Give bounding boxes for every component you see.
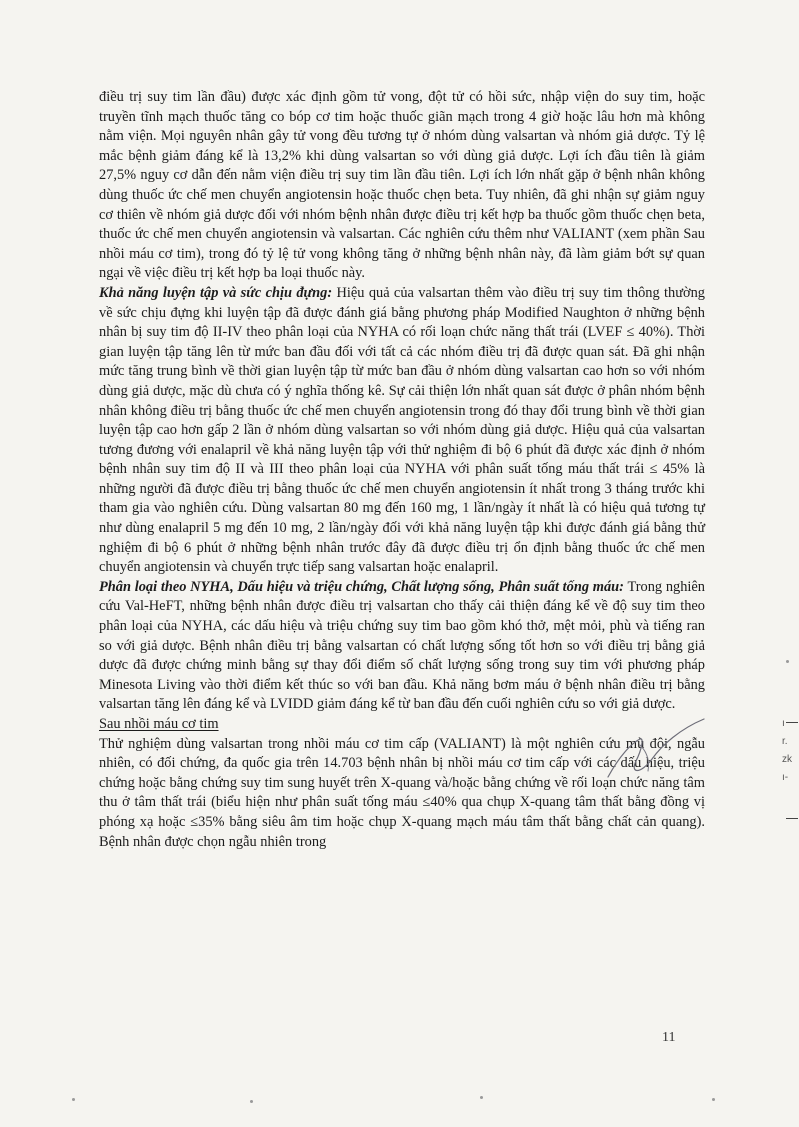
text-exercise-tolerance: Hiệu quả của valsartan thêm vào điều trị suy tim thông thường về sức chịu đựng khi luyện tập đã được đánh giá bằng phương pháp Modified Naughton ở những bệnh nhân bị suy tim độ II-IV theo phân loại của NYHA có rối loạn chức năng thất trái (LVEF ≤ 40%). Thời gian luyện tập tăng lên từ mức ban đầu đối với tất cả các nhóm điều trị đã được quan sát. Đã ghi nhận mức tăng trung bình về thời gian luyện tập từ mức ban đầu ở nhóm dùng valsartan cao hơn so với nhóm dùng giả dược, mặc dù chưa có ý nghĩa thống kê. Sự cải thiện lớn nhất quan sát được ở phân nhóm bệnh nhân không điều trị bằng thuốc ức chế men chuyển angiotensin trong đó thay đổi trung bình về thời gian luyện tập cao hơn gấp 2 lần ở nhóm dùng valsartan so với nhóm dùng giả dược. Hiệu quả của valsartan tương đương với enalapril về khả năng luyện tập với thử nghiệm đi bộ 6 phút đã được xác định ở nhóm bệnh nhân suy tim độ II và III theo phân loại của NYHA với phân suất tống máu thất trái ≤ 45% là những người đã được điều trị bằng thuốc ức chế men chuyển angiotensin ít nhất trong 3 tháng trước khi tham gia vào nghiên cứu. Dùng valsartan 80 mg đến 160 mg, 1 lần/ngày ít nhất là có hiệu quả tương tự như dùng enalapril 5 mg đến 10 mg, 2 lần/ngày đối với khả năng luyện tập khi được đánh giá bằng thử nghiệm đi bộ 6 phút ở những bệnh nhân trước đây đã được điều trị ổn định bằng thuốc ức chế men chuyển angiotensin và chuyển trực tiếp sang valsartan hoặc enalapril. [99,284,705,576]
paragraph-nyha-classification [99,578,705,715]
margin-mark: zk [782,754,792,765]
scan-speck [712,1098,715,1101]
paragraph-heart-failure-outcomes: điều trị suy tim lần đầu) được xác định gồm tử vong, đột tử có hồi sức, nhập viện do suy tim, hoặc truyền tĩnh mạch thuốc tăng co bóp cơ tim hoặc thuốc giãn mạch trong 4 giờ hoặc lâu hơn mà không nằm viện. Mọi nguyên nhân gây tử vong đều tương tự ở nhóm dùng valsartan và nhóm giả dược. Tỷ lệ mắc bệnh giảm đáng kể là 13,2% khi dùng valsartan so với dùng giả dược. Lợi ích đầu tiên là giảm 27,5% nguy cơ dẫn đến nằm viện điều trị suy tim lần đầu tiên. Lợi ích lớn nhất gặp ở bệnh nhân không dùng thuốc ức chế men chuyển angiotensin hoặc thuốc chẹn beta. Tuy nhiên, đã ghi nhận sự giảm nguy cơ thiên về nhóm giả dược đối với nhóm bệnh nhân được điều trị kết hợp ba thuốc gồm thuốc chẹn beta, thuốc ức chế men chuyển angiotensin và valsartan. Các nghiên cứu thêm như VALIANT (xem phần Sau nhồi máu cơ tim), trong đó tỷ lệ tử vong không tăng ở những bệnh nhân này, đã làm giảm bớt sự quan ngại về việc điều trị kết hợp ba loại thuốc này. [99,89,705,282]
paragraph-valiant-trial: Thử nghiệm dùng valsartan trong nhồi máu cơ tim cấp (VALIANT) là một nghiên cứu mù đôi, ngẫu nhiên, có đối chứng, đa quốc gia trên 14.703 bệnh nhân bị nhồi máu cơ tim cấp với các dấu hiệu, triệu chứng hoặc bằng chứng suy tim sung huyết trên X-quang và/hoặc bằng chứng về rối loạn chức năng tâm thu ở tâm thất trái (biểu hiện như phân suất tống máu ≤40% qua chụp X-quang tâm thất bằng đồng vị phóng xạ hoặc ≤35% bằng siêu âm tim hoặc chụp X-quang mạch máu tâm thất bằng chất cản quang). Bệnh nhân được chọn ngẫu nhiên trong [99,735,705,850]
margin-mark: ı [782,718,785,729]
scan-speck [72,1098,75,1101]
margin-marks [782,715,792,787]
margin-mark: ı- [782,772,789,783]
heading-nyha-classification: Phân loại theo NYHA, Dấu hiệu và triệu chứng, Chất lượng sống, Phân suất tống máu: [99,578,624,595]
text-nyha-classification: Trong nghiên cứu Val-HeFT, những bệnh nhân được điều trị valsartan cho thấy cải thiện đáng kể về độ suy tim theo phân loại của NYHA, các dấu hiệu và triệu chứng suy tim bao gồm khó thở, mệt mỏi, phù và tiếng ran so với giả dược. Bệnh nhân điều trị bằng valsartan có chất lượng sống tốt hơn so với điều trị bằng giả dược đã được chứng minh bằng sự thay đổi điểm số chất lượng sống trong suy tim với phương pháp Minesota Living vào thời điểm kết thúc so với ban đầu. Khả năng bơm máu ở bệnh nhân điều trị bằng valsartan tăng lên đáng kể và LVIDD giảm đáng kể từ ban đầu đến cuối nghiên cứu so với giả dược. [99,578,705,713]
margin-mark: r. [782,736,788,747]
margin-dash-bottom [786,818,798,819]
section-title-post-mi: Sau nhồi máu cơ tim [99,716,219,732]
scan-speck [480,1096,483,1099]
scan-speck [786,660,789,663]
scan-speck [250,1100,253,1103]
paragraph-exercise-tolerance [99,284,705,578]
heading-exercise-tolerance: Khả năng luyện tập và sức chịu đựng: [99,284,333,301]
handwritten-mark-icon [600,715,710,795]
page-number: 11 [662,1030,676,1045]
